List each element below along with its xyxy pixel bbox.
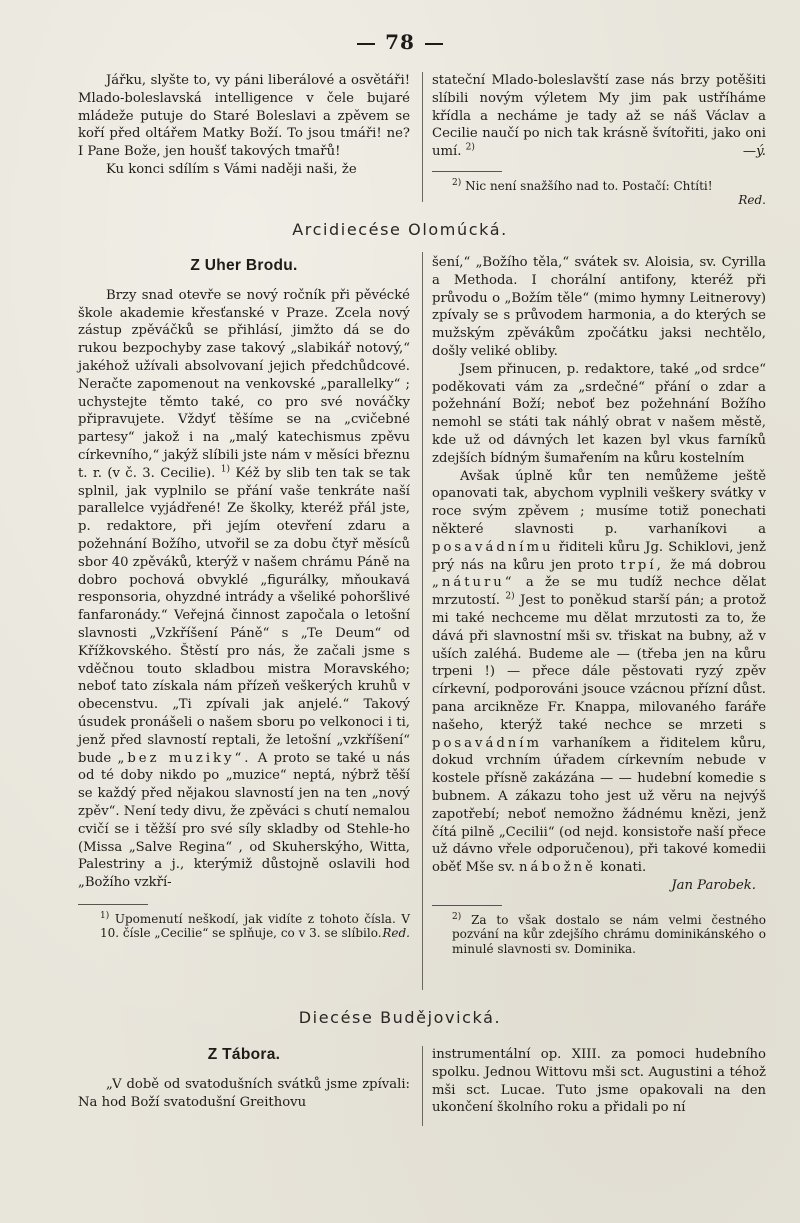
article-1-left-paragraph <box>78 287 410 892</box>
top-right-column <box>432 72 766 208</box>
article-1-right-column <box>432 254 766 956</box>
spaced-word: trpí, <box>620 557 664 573</box>
article-1-right-footnote <box>432 910 766 957</box>
page-number <box>0 30 800 54</box>
article-1-text-c: A proto se také u nás od té doby nikdo po „muzice“ neptá, nýbrž těší se každý před nějakou slavností jen na ten „nový zpěv“. Není tedy divu, že zpěváci s chutí nemalou cvičí se i těžší pro své síly skladby od Stehle-ho (Missa „Salve Regina“ , od Skuherskýho, Witta, Palestriny a j., kterýmiž důstojně oslavili hod „Božího vzkří- <box>78 750 410 891</box>
spaced-word: nábožně <box>519 860 596 876</box>
footnote-marker: 2) <box>452 177 462 188</box>
article-2-right-column <box>432 1046 766 1117</box>
footnote-text: Nic není snažšího nad to. Postačí: Chtíti! <box>465 178 713 193</box>
article-1-signature: Jan Parobek. <box>671 877 756 893</box>
top-footnote <box>432 176 766 208</box>
footnote-sign: Red. <box>382 926 410 941</box>
page-number-value: 78 <box>385 30 415 54</box>
footnote-text: Za to však dostalo se nám velmi čestného pozvání na kůr zdejšího chrámu dominikánského o minulé slavnosti sv. Dominika. <box>452 912 766 956</box>
column-divider-bottom <box>422 1046 423 1126</box>
dash-right <box>425 43 443 45</box>
top-right-paragraph <box>432 72 766 161</box>
text-segment: že má dobrou <box>670 557 766 573</box>
footnote-rule <box>78 904 148 905</box>
footnote-marker: 2) <box>452 911 462 922</box>
text-segment: řiditeli kůru Jg. Schiklovi, jenž prý nás na kůru jen proto <box>432 539 766 573</box>
article-1-text-b: Kéž by slib ten tak se tak splnil, jak vyplnilo se přání vaše tenkráte naší parallelce vyjádřené! Ze školky, kteréž přál jste, p. redaktore, při jejím otevření zdaru a požehnání Božího, utvořil se za dobu čtyř měsíců sbor 40 zpěváků, kterýž v našem chrámu Páně na dobro pochová obvyklé „figurálky, mňoukavá responsoria, ohyzdné intrády a všeliké pohoršlivé fanfaronády.“ Veřejná činnost započala o letošní slavnosti „Vzkříšení Páně“ s „Te Deum“ od Křížkovského. Štěstí pro nás, že začali jsme s vděčnou touto skladbou mistra Moravského; neboť tato získala nám přízeň veškerých kruhů v obecenstvu. „Ti zpívali jak anjelé.“ Takový úsudek pronášeli o našem sboru po velkonoci i ti, jenž před slavností reptali, že letošní „vzkříšení“ bude <box>78 465 411 766</box>
text-segment: Jest to poněkud starší pán; a protož mi také nechceme mu dělat mrzutosti za to, že dává při slavnostní mši sv. třiskat na bubny, až v uších zaléhá. Budeme ale — (třeba jen na kůru trpeni !) — přece dále pěstovati ryzý zpěv církevní, podporováni jsouce vzácnou přízní důst. pana arcikněze Fr. Knappa, milovaného faráře našeho, kterýž také nechce se mrzeti s <box>432 593 766 733</box>
text-segment: konati. <box>600 860 647 876</box>
article-1-left-footnote <box>78 909 410 941</box>
top-left-paragraph-1: Jářku, slyšte to, vy páni liberálové a osvětáři! Mlado-boleslavská intelligence v čele bujaré mládeže putuje do Staré Boleslavi a zpěvem se koří před oltářem Matky Boží. To jsou tmáři! ne? I Pane Bože, jen houšť takových tmařů! <box>78 73 410 160</box>
footnote-text: Upomenutí neškodí, jak vidíte z tohoto čísla. V 10. čísle „Cecilie“ se splňuje, co v 3. se slíbilo. <box>100 911 410 941</box>
article-1-text-a: Brzy snad otevře se nový ročník při pěvécké škole akademie křesťanské v Praze. Zcela nový zástup zpěváčků se přihlásí, jimžto dá se do rukou bezpochyby zase takový „slabikář notový,“ jakéhož užívali absolvovaní jejich předchůdcové. Neračte zapomenout na venkovské „parallelky“ ; uchystejte těmto také, co pro své nováčky připravujete. Vždyť těšíme se na „cvičebné partesy“ jakož i na „malý katechismus zpěvu církevního,“ jakýž slíbili jste nám v měsíci březnu t. r. (v č. 3. Cecilie). <box>78 287 410 481</box>
footnote-ref-1: 1) <box>220 464 230 475</box>
diocese-heading-olomouc: Arcidiecése Olomúcká. <box>292 220 508 239</box>
footnote-rule <box>432 905 502 906</box>
column-divider-middle <box>422 252 423 990</box>
article-2-left-column <box>78 1046 410 1111</box>
article-2-right-paragraph: instrumentální op. XIII. za pomoci hudebního spolku. Jednou Wittovu mši sct. Augustini a téhož mši sct. Lucae. Tuto jsme opakovali na den ukončení školního roku a přidali po ní <box>432 1047 766 1116</box>
footnote-rule <box>432 171 502 172</box>
article-2-heading: Z Tábora. <box>207 1046 281 1063</box>
top-right-text: stateční Mlado-boleslavští zase nás brzy potěšiti slíbili novým výletem My jim pak ustříháme křídla a necháme je tady až se náš Václav a Cecilie naučí po nich tak krásně švítořiti, jako oni umí. <box>432 73 766 160</box>
diocese-heading-budejovice: Diecése Budějovická. <box>298 1008 502 1027</box>
column-divider-top <box>422 72 423 202</box>
text-segment: a že se mu tudíž nechce dělat mrzutostí. <box>432 575 766 609</box>
article-1-left-column <box>78 257 410 941</box>
author-signature: —ý. <box>742 144 766 160</box>
text-segment: varhaníkem a řiditelem kůru, dokud vrchním úřadem církevním nebude v kostele přísně zakázána — — hudební komedie s bubnem. A zákazu toho jest už věru na nejvýš zapotřebí; neboť nemožno žádnému knězi, jenž čítá pilně „Cecilii“ (od nejd. konsistoře naší přece už dávno vřele odporučenou), při takové komedii oběť Mše sv. <box>432 735 766 876</box>
spaced-word: „náturu“ <box>432 575 515 591</box>
footnote-sign: Red. <box>738 193 766 208</box>
footnote-ref-2: 2) <box>505 591 515 602</box>
footnote-marker: 1) <box>100 910 110 921</box>
top-left-column <box>78 72 410 179</box>
text-segment: Avšak úplně kůr ten nemůžeme ještě opanovati tak, abychom vyplnili veškery svátky v roce svým zpěvem ; musíme totiž ponechati některé slavnosti p. varhaníkovi a <box>432 468 766 537</box>
top-left-paragraph-2: Ku konci sdílím s Vámi naději naši, že <box>106 161 357 177</box>
dash-left <box>357 43 375 45</box>
spaced-phrase: „bez muziky“. <box>117 750 252 766</box>
article-2-left-paragraph: „V době od svatodušních svátků jsme zpívali: Na hod Boží svatodušní Greithovu <box>78 1076 410 1110</box>
article-1-right-paragraph-2: Jsem přinucen, p. redaktore, také „od srdce“ poděkovati vám za „srdečné“ přání o zdar a požehnání Boží; neboť bez požehnání Božího nemohl se státi tak náhlý obrat v našem městě, kde už od dávných let kazen byl vkus farníků zdejších bídným šumařením na kůru kostelním <box>432 361 766 466</box>
spaced-word: posavádním <box>432 735 542 751</box>
article-1-heading: Z Uher Brodu. <box>190 257 298 274</box>
article-1-right-paragraph-1: šení,“ „Božího těla,“ svátek sv. Aloisia, sv. Cyrilla a Methoda. I chorální antifony, kteréž při průvodu o „Božím těle“ (mimo hymny Leitnerovy) zpívaly se s průvodem harmonia, a do kterých se mužským zpěvákům zpočátku jaksi nechtělo, došly veliké obliby. <box>432 255 766 359</box>
article-1-right-paragraph-3 <box>432 468 766 877</box>
footnote-ref: 2) <box>465 142 475 153</box>
spaced-word: posavádnímu <box>432 539 554 555</box>
